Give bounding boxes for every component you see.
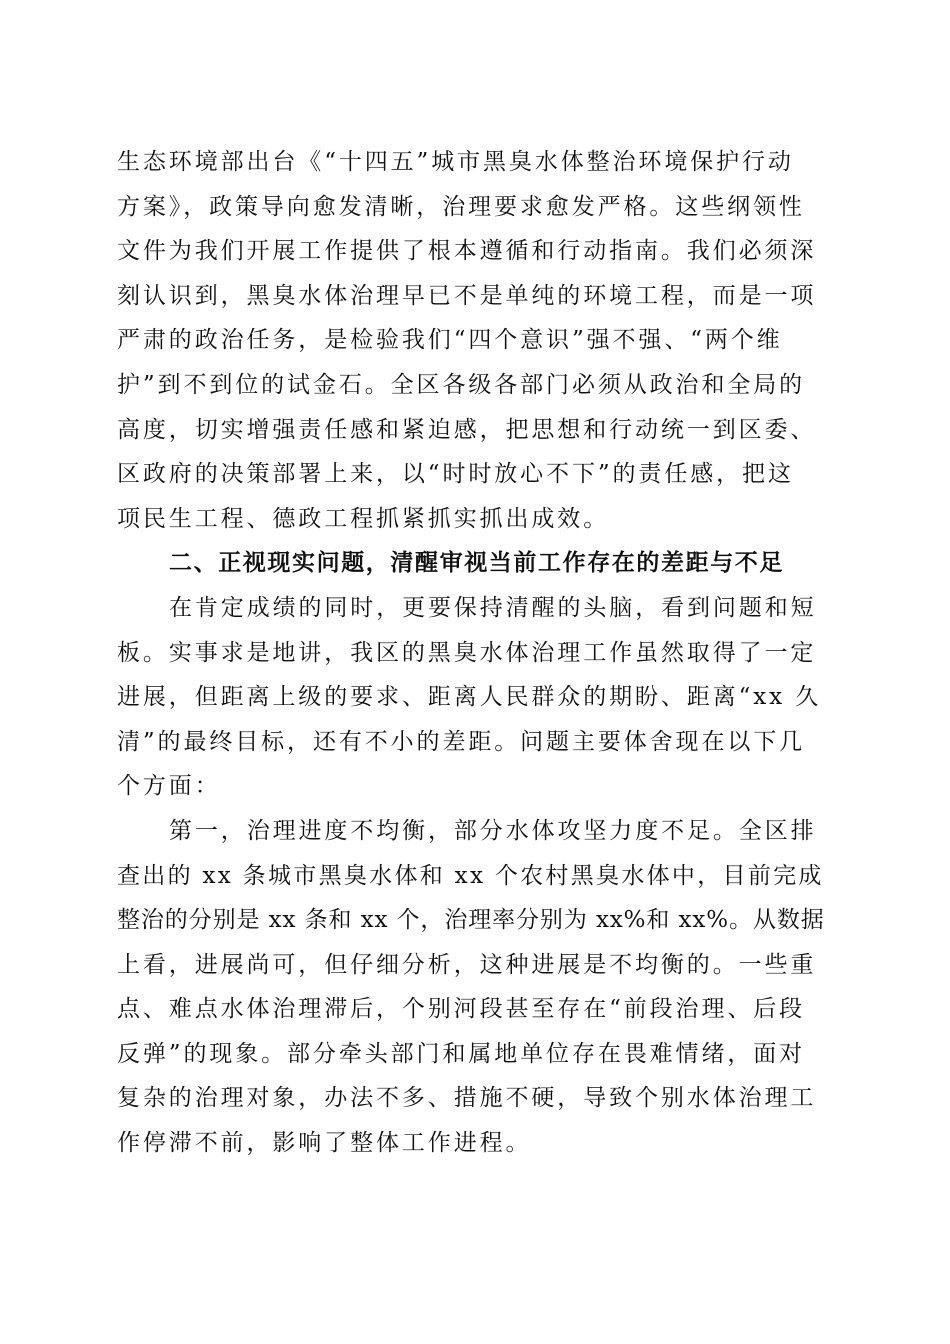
text-line: 板。实事求是地讲，我区的黑臭水体治理工作虽然取得了一定 [117,639,817,666]
text-line: 作停滞不前，影响了整体工作进程。 [117,1130,532,1157]
text-line: 反弹”的现象。部分牵头部门和属地单位存在畏难情绪，面对 [117,1040,806,1067]
text-line: 复杂的治理对象，办法不多、措施不硬，导致个别水体治理工 [117,1085,817,1112]
text-line: 查出的 xx 条城市黑臭水体和 xx 个农村黑臭水体中，目前完成 [117,862,824,889]
text-line: 进展，但距离上级的要求、距离人民群众的期盼、距离“xx 久 [117,684,822,711]
text-line: 上看，进展尚可，但仔细分析，这种进展是不均衡的。一些重 [117,951,817,978]
text-line: 严肃的政治任务，是检验我们“四个意识”强不强、“两个维 [117,327,783,354]
text-line: 文件为我们开展工作提供了根本遵循和行动指南。我们必须深 [117,238,817,265]
text-line: 方案》，政策导向愈发清晰，治理要求愈发严格。这些纲领性 [117,193,805,220]
paragraph-first-line: 第一，治理进度不均衡，部分水体攻坚力度不足。全区排 [169,817,817,844]
text-line: 护”到不到位的试金石。全区各级各部门必须从政治和全局的 [117,371,806,398]
text-line: 区政府的决策部署上来，以“时时放心不下”的责任感，把这 [117,461,794,488]
section-heading: 二、正视现实问题，清醒审视当前工作存在的差距与不足 [169,550,784,577]
text-line: 项民生工程、德政工程抓紧抓实抓出成效。 [117,505,610,532]
text-line: 刻认识到，黑臭水体治理早已不是单纯的环境工程，而是一项 [117,282,817,309]
text-line: 点、难点水体治理滞后，个别河段甚至存在“前段治理、后段 [117,996,806,1023]
text-line: 整治的分别是 xx 条和 xx 个，治理率分别为 xx%和 xx%。从数据 [117,907,825,934]
text-line: 生态环境部出台《“十四五”城市黑臭水体整治环境保护行动 [117,149,794,175]
text-line: 高度，切实增强责任感和紧迫感，把思想和行动统一到区委、 [117,416,817,443]
document-body [117,140,825,1166]
paragraph-first-line: 在肯定成绩的同时，更要保持清醒的头脑，看到问题和短 [169,594,817,621]
text-line: 个方面： [117,773,221,800]
text-line: 清”的最终目标，还有不小的差距。问题主要体舍现在以下几 [117,728,806,755]
